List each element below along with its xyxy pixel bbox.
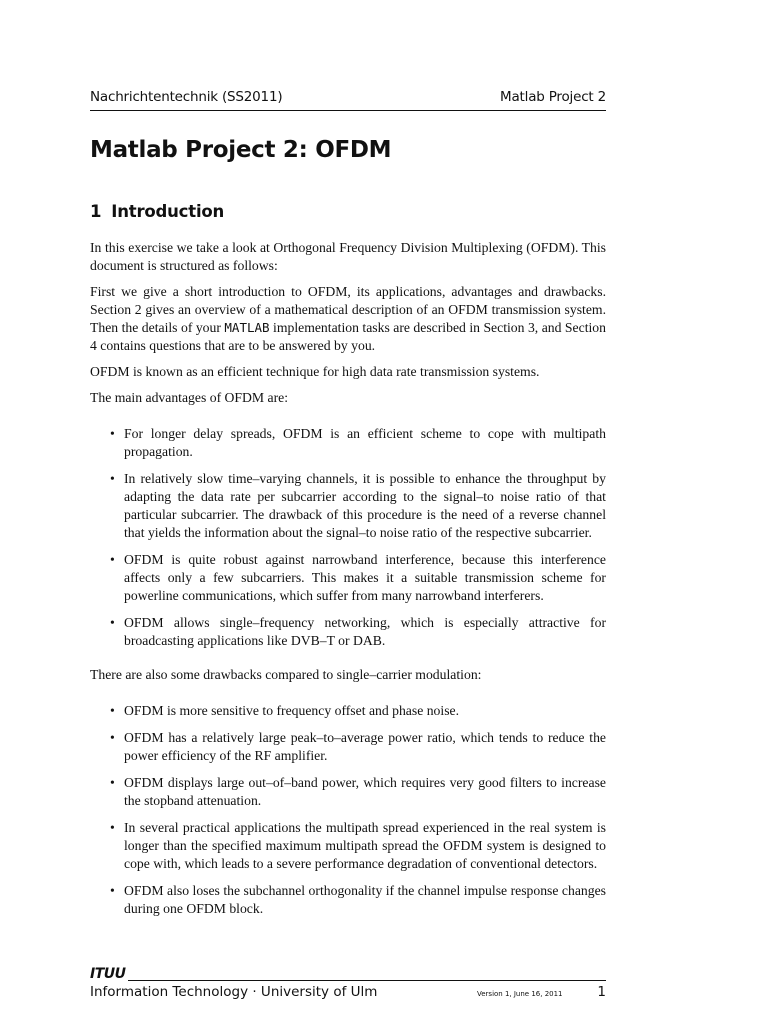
list-item [90, 551, 606, 605]
itu-logo: ITUU [90, 966, 126, 982]
paragraph-structure-text-1: First we give a short introduction to OFDM, its applications, advantages and drawbacks. Section 2 gives an overview of a mathematical description of an OFDM transmission system. Then the details of your [90, 284, 606, 335]
list-item [90, 819, 606, 873]
header-rule [90, 110, 606, 111]
document-body [90, 239, 606, 934]
footer-rule [128, 980, 606, 981]
list-item-text: In relatively slow time–varying channels, it is possible to enhance the throughput by adapting the data rate per subcarrier according to the signal–to noise ratio of that particular subcarrier. The drawback of this procedure is the need of a reverse channel that yields the information about the signal–to noise ratio of the respective subcarrier. [124, 471, 606, 540]
paragraph-intro: In this exercise we take a look at Orthogonal Frequency Division Multiplexing (OFDM). This document is structured as follows: [90, 240, 606, 273]
list-item-text: OFDM is quite robust against narrowband interference, because this interference affects only a few subcarriers. This makes it a suitable transmission scheme for powerline communications, which suffer from many narrowband interferers. [124, 552, 606, 603]
bullet-icon: • [110, 775, 115, 790]
matlab-code-word: MATLAB [224, 320, 270, 335]
paragraph-structure [90, 283, 606, 355]
list-item-text: OFDM also loses the subchannel orthogonality if the channel impulse response changes during one OFDM block. [124, 883, 606, 916]
bullet-icon: • [110, 730, 115, 745]
list-item-text: For longer delay spreads, OFDM is an efficient scheme to cope with multipath propagation. [124, 426, 606, 459]
drawbacks-list [90, 702, 606, 918]
list-item-text: OFDM displays large out–of–band power, which requires very good filters to increase the stopband attenuation. [124, 775, 606, 808]
list-item [90, 425, 606, 461]
list-item-text: OFDM is more sensitive to frequency offset and phase noise. [124, 703, 460, 718]
section-title: Introduction [111, 202, 225, 221]
list-item [90, 702, 606, 720]
bullet-icon: • [110, 552, 115, 567]
bullet-icon: • [110, 703, 115, 718]
paragraph-ofdm-known: OFDM is known as an efficient technique for high data rate transmission systems. [90, 364, 540, 379]
list-item-text: OFDM allows single–frequency networking, which is especially attractive for broadcasting applications like DVB–T or DAB. [124, 615, 606, 648]
section-number: 1 [90, 202, 102, 221]
header-course: Nachrichtentechnik (SS2011) [90, 89, 283, 105]
section-heading [90, 202, 224, 221]
bullet-icon: • [110, 471, 115, 486]
list-item [90, 774, 606, 810]
page-number: 1 [597, 984, 606, 1000]
advantages-list [90, 425, 606, 650]
header-project: Matlab Project 2 [500, 89, 606, 105]
page-title: Matlab Project 2: OFDM [90, 137, 392, 163]
list-item-text: OFDM has a relatively large peak–to–average power ratio, which tends to reduce the power efficiency of the RF amplifier. [124, 730, 606, 763]
running-header [90, 89, 606, 105]
list-item [90, 882, 606, 918]
paragraph-structure-text-2: implementation tasks are described in Section 3, and Section 4 contains questions that are to be answered by you. [90, 320, 606, 353]
bullet-icon: • [110, 820, 115, 835]
list-item-text: In several practical applications the multipath spread experienced in the real system is longer than the specified maximum multipath spread the OFDM system is designed to cope with, which leads to a severe performance degradation of conventional detectors. [124, 820, 606, 871]
paragraph-drawbacks-lead: There are also some drawbacks compared to single–carrier modulation: [90, 667, 482, 682]
bullet-icon: • [110, 426, 115, 441]
footer-affiliation: Information Technology · University of Ulm [90, 984, 378, 1000]
list-item [90, 729, 606, 765]
list-item [90, 614, 606, 650]
page-footer [90, 984, 606, 1004]
paragraph-advantages-lead: The main advantages of OFDM are: [90, 390, 289, 405]
footer-version: Version 1, June 16, 2011 [477, 990, 563, 998]
bullet-icon: • [110, 883, 115, 898]
bullet-icon: • [110, 615, 115, 630]
list-item [90, 470, 606, 542]
